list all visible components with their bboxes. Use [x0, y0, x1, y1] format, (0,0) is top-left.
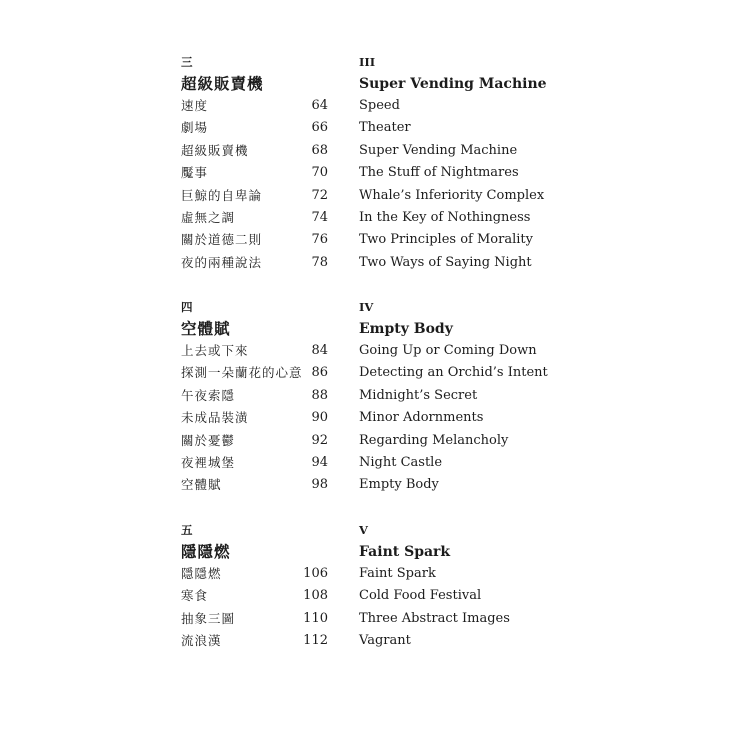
entry-title-en: Whale’s Inferiority Complex	[359, 187, 545, 203]
entry-title-zh: 速度	[181, 98, 209, 113]
entry-page-number: 108	[303, 588, 328, 604]
entry-title-en: In the Key of Nothingness	[359, 210, 531, 225]
entry-title-en: Super Vending Machine	[359, 142, 518, 158]
entry-title-zh: 超級販賣機	[181, 142, 249, 158]
entry-title-zh: 流浪漢	[181, 633, 222, 649]
entry-title-en: Theater	[359, 120, 411, 136]
entry-title-en: Night Castle	[359, 455, 443, 470]
entry-page-number: 84	[311, 343, 328, 358]
entry-title-zh: 未成品裝潢	[181, 410, 249, 426]
toc-entry	[0, 385, 750, 407]
toc-entry	[0, 585, 750, 607]
entry-page-number: 78	[311, 254, 328, 270]
entry-title-en: Two Ways of Saying Night	[359, 254, 532, 270]
entry-page-number: 94	[311, 455, 328, 470]
toc-entry	[0, 185, 750, 207]
entry-page-number: 64	[311, 98, 328, 113]
entry-title-zh: 劇場	[181, 120, 209, 136]
toc-entry	[0, 207, 750, 229]
section-title-zh: 隱隱燃	[181, 542, 231, 561]
section-title-row	[0, 318, 750, 340]
toc-entry	[0, 608, 750, 630]
entry-title-zh: 隱隱燃	[181, 566, 222, 581]
section-title-en: Super Vending Machine	[359, 76, 547, 92]
entry-title-zh: 午夜索隱	[181, 387, 236, 403]
toc-entry	[0, 95, 750, 117]
section-number-zh: 三	[181, 55, 194, 69]
entry-page-number: 66	[311, 120, 328, 136]
entry-page-number: 110	[303, 610, 328, 626]
entry-page-number: 76	[311, 232, 328, 248]
entry-title-zh: 寒食	[181, 588, 209, 604]
entry-title-en: Midnight’s Secret	[359, 387, 478, 403]
entry-title-zh: 上去或下來	[181, 343, 249, 358]
entry-title-zh: 空體賦	[181, 477, 222, 493]
entry-page-number: 72	[311, 187, 328, 203]
section-title-en: Faint Spark	[359, 544, 451, 560]
entry-title-zh: 夜裡城堡	[181, 455, 236, 470]
toc-entry	[0, 140, 750, 162]
section-number-row	[0, 296, 750, 318]
entry-title-en: Going Up or Coming Down	[359, 343, 537, 358]
entry-page-number: 88	[311, 387, 328, 403]
section-title-row	[0, 73, 750, 95]
section-number-zh: 四	[181, 300, 194, 314]
toc-entry	[0, 229, 750, 251]
toc-entry	[0, 630, 750, 652]
section-title-zh: 超級販賣機	[181, 74, 264, 93]
entry-title-zh: 關於憂鬱	[181, 432, 236, 448]
entry-title-en: Vagrant	[359, 633, 411, 649]
entry-page-number: 70	[311, 165, 328, 181]
entry-title-en: Empty Body	[359, 477, 439, 493]
section-number-row	[0, 519, 750, 541]
entry-title-en: Two Principles of Morality	[359, 232, 533, 248]
entry-title-zh: 魘事	[181, 165, 209, 181]
toc-entry	[0, 474, 750, 496]
entry-title-zh: 探測一朵蘭花的心意	[181, 365, 303, 381]
entry-page-number: 86	[311, 365, 328, 381]
entry-title-en: Faint Spark	[359, 566, 436, 581]
entry-title-en: Detecting an Orchid’s Intent	[359, 365, 548, 381]
section-number-en: V	[359, 523, 368, 537]
entry-title-en: Three Abstract Images	[359, 610, 510, 626]
entry-title-zh: 夜的兩種說法	[181, 254, 263, 270]
entry-title-en: Speed	[359, 98, 400, 113]
toc-entry	[0, 430, 750, 452]
entry-title-zh: 虛無之調	[181, 210, 236, 225]
toc-entry	[0, 117, 750, 139]
toc-entry	[0, 252, 750, 274]
toc-entry	[0, 452, 750, 474]
entry-page-number: 92	[311, 432, 328, 448]
entry-page-number: 74	[311, 210, 328, 225]
entry-page-number: 98	[311, 477, 328, 493]
entry-page-number: 68	[311, 142, 328, 158]
section-title-zh: 空體賦	[181, 319, 231, 338]
section-number-row	[0, 51, 750, 73]
entry-title-en: Regarding Melancholy	[359, 432, 509, 448]
toc-entry	[0, 340, 750, 362]
entry-page-number: 90	[311, 410, 328, 426]
entry-page-number: 106	[303, 566, 328, 581]
entry-title-en: Cold Food Festival	[359, 588, 482, 604]
entry-page-number: 112	[303, 633, 328, 649]
entry-title-en: The Stuff of Nightmares	[359, 165, 519, 181]
section-number-en: III	[359, 55, 376, 69]
section-title-en: Empty Body	[359, 321, 453, 337]
toc-entry	[0, 162, 750, 184]
toc-entry	[0, 407, 750, 429]
entry-title-zh: 抽象三圖	[181, 610, 236, 626]
entry-title-en: Minor Adornments	[359, 410, 484, 426]
toc-entry	[0, 362, 750, 384]
entry-title-zh: 巨鯨的自卑論	[181, 187, 263, 203]
section-number-zh: 五	[181, 523, 194, 537]
section-title-row	[0, 541, 750, 563]
section-number-en: IV	[359, 300, 374, 314]
entry-title-zh: 關於道德二則	[181, 232, 263, 248]
toc-entry	[0, 563, 750, 585]
